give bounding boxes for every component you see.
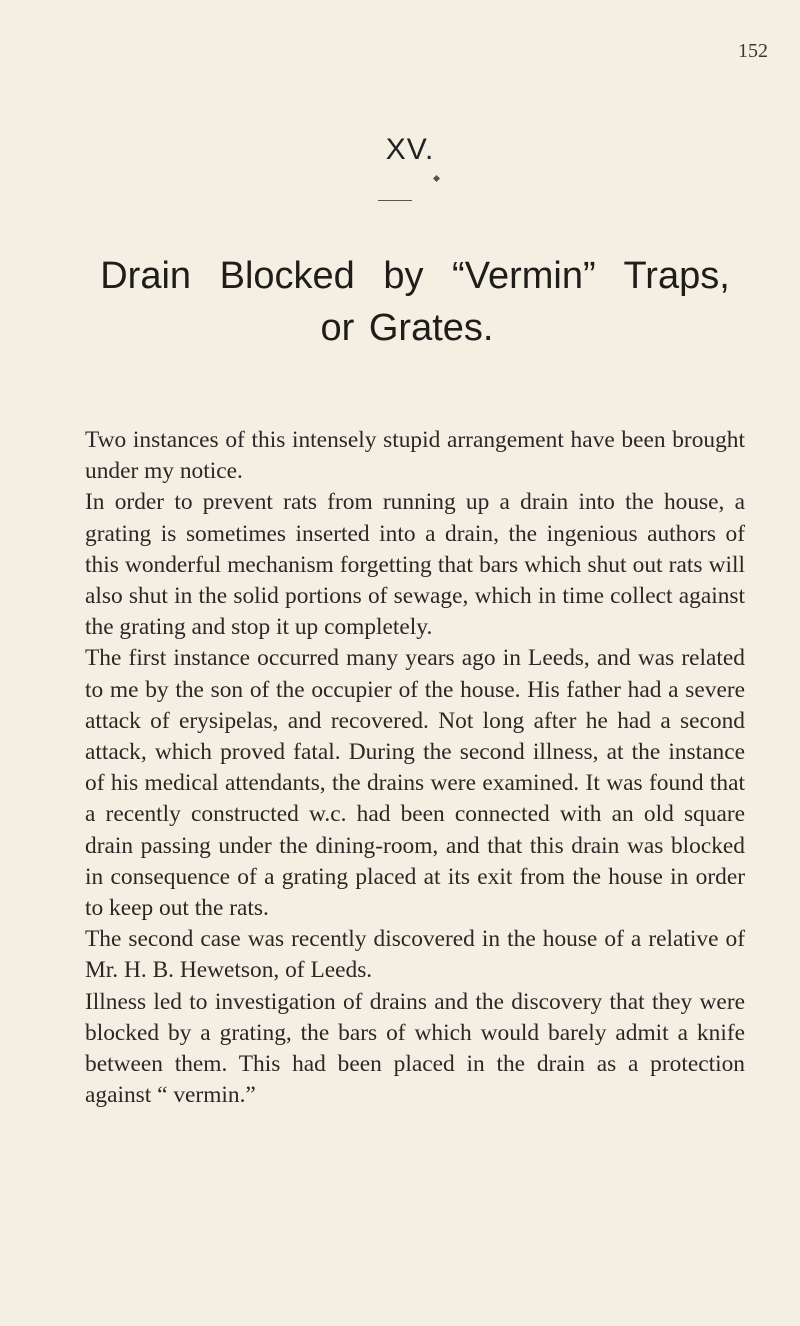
paragraph-5: Illness led to investigation of drains and the discovery that they were blocked by a grating, the bars of which would barely admit a knife between them. This had been placed in the drain as a protection against “ vermin.” xyxy=(85,988,745,1109)
paragraph-1: Two instances of this intensely stupid arrangement have been brought under my notice. xyxy=(85,427,745,485)
ornament-mark xyxy=(433,175,440,182)
chapter-number: XV. xyxy=(385,133,435,166)
chapter-title-line-1: Drain Blocked by “Vermin” Traps, xyxy=(100,255,730,297)
paragraph-2: In order to prevent rats from running up a drain into the house, a grating is sometimes inserted into a drain, the ingenious authors of this wonderful mechanism forgetting that bars which shut out rats will also shut in the solid portions of sewage, which in time collect against the grating and stop it up completely. xyxy=(85,489,745,641)
paragraph-3: The first instance occurred many years ago in Leeds, and was related to me by the son of the occupier of the house. His father had a severe attack of erysipelas, and recovered. Not long after he had a second attack, which proved fatal. During the second illness, at the instance of his medical attendants, the drains were examined. It was found that a recently constructed w.c. had been connected with an old square drain passing under the dining-room, and that this drain was blocked in consequence of a grating placed at its exit from the house in order to keep out the rats. xyxy=(85,645,745,922)
chapter-title xyxy=(0,250,800,354)
body-text xyxy=(85,425,745,1111)
page-number: 152 xyxy=(738,40,768,62)
paragraph-4: The second case was recently discovered in the house of a relative of Mr. H. B. Hewetson, of Leeds. xyxy=(85,926,745,984)
chapter-title-line-2: or Grates. xyxy=(320,307,494,349)
divider-rule xyxy=(378,200,412,201)
